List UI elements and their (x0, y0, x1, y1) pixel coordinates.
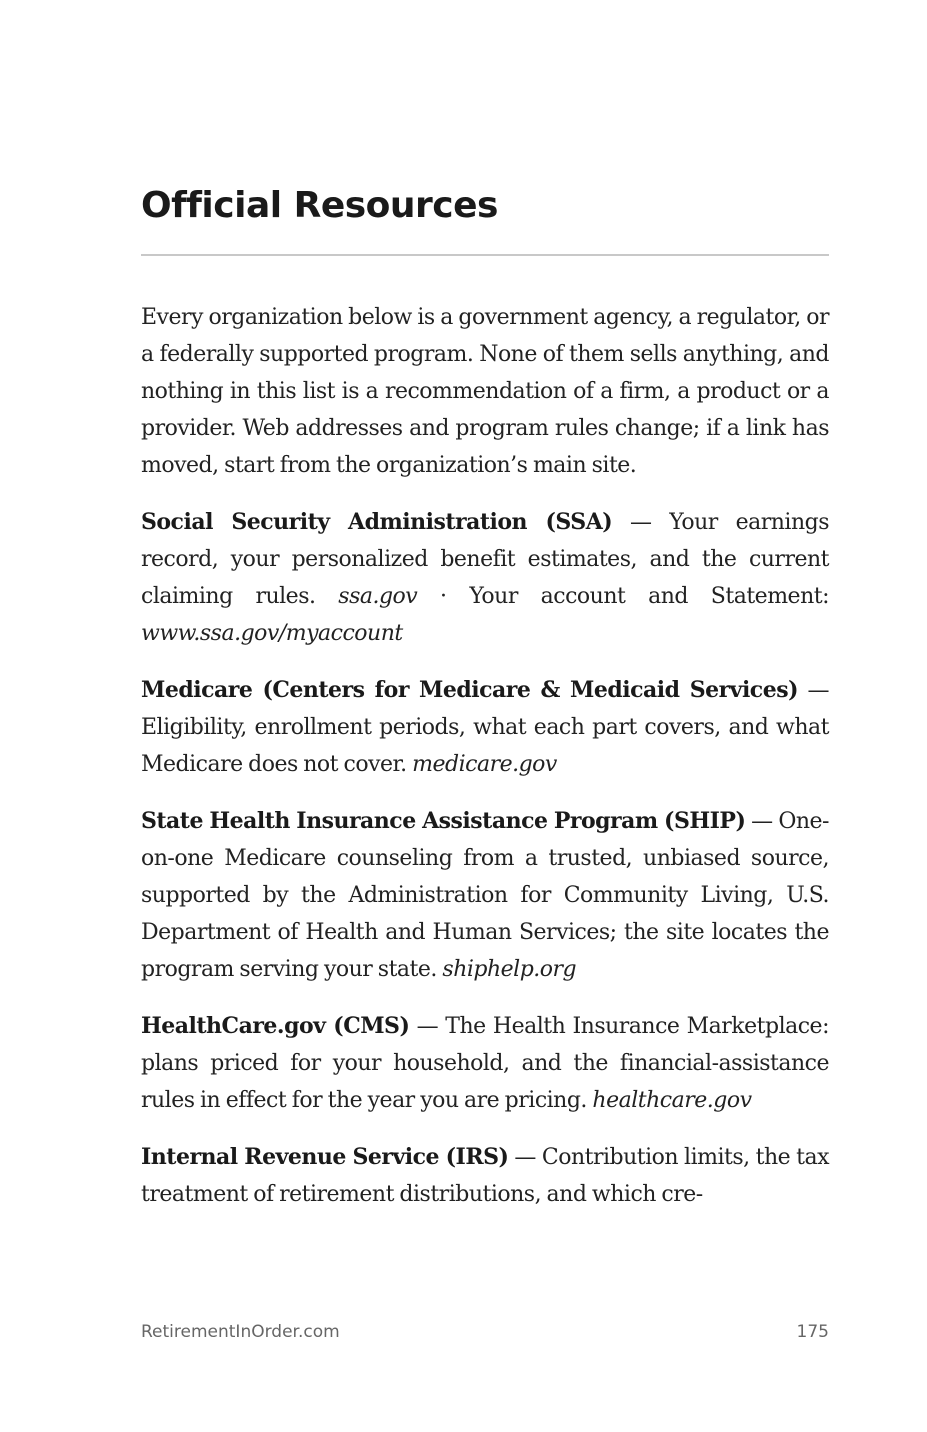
intro-paragraph: Every organization below is a government agency, a regulator, or a federally supported program. None of them sells anything, and nothing in this list is a recommendation of a firm, a product or a provider. Web addresses and program rules change; if a link has moved, start from the organization’s main site. (141, 305, 829, 478)
resource-name: Social Security Administration (SSA) (141, 509, 613, 535)
resource-link-myaccount[interactable]: www.ssa.gov/myaccount (141, 621, 403, 646)
resource-description: — Eligibility, enrollment periods, what each part covers, and what Medicare does not cover. (141, 678, 829, 777)
resource-description: — One-on-one Medicare counseling from a trusted, unbiased source, supported by the Administration for Community Living, U.S. Department of Health and Human Services; the site locates the program serving your state. (141, 809, 829, 982)
resource-entry-healthcare (141, 1008, 829, 1119)
resource-name: Medicare (Centers for Medicare & Medicaid Services) (141, 677, 798, 703)
page-body (141, 299, 829, 1233)
resource-extra: · Your account and Statement: (417, 584, 829, 609)
resource-link[interactable]: healthcare.gov (592, 1088, 752, 1113)
resource-name: HealthCare.gov (CMS) (141, 1013, 410, 1039)
resource-link[interactable]: medicare.gov (412, 752, 557, 777)
resource-entry-ssa (141, 504, 829, 652)
title-divider (141, 254, 829, 256)
footer-page-number: 175 (796, 1322, 829, 1342)
resource-description: — The Health Insurance Marketplace: plans priced for your household, and the financial-assistance rules in effect for the year you are pricing. (141, 1014, 829, 1113)
resource-entry-ship (141, 803, 829, 988)
resource-description: — Your earnings record, your personalized benefit estimates, and the current claiming rules. (141, 510, 830, 609)
resource-name: State Health Insurance Assistance Program (SHIP) (141, 808, 746, 834)
resource-entry-irs (141, 1139, 829, 1213)
resource-entry-medicare (141, 672, 829, 783)
page-title: Official Resources (141, 185, 498, 226)
resource-link[interactable]: shiphelp.org (442, 957, 577, 982)
resource-link[interactable]: ssa.gov (338, 584, 418, 609)
resource-description: — Contribution limits, the tax treatment of retirement distributions, and which cre- (141, 1145, 829, 1207)
resource-name: Internal Revenue Service (IRS) (141, 1144, 509, 1170)
footer-site: RetirementInOrder.com (141, 1322, 340, 1342)
